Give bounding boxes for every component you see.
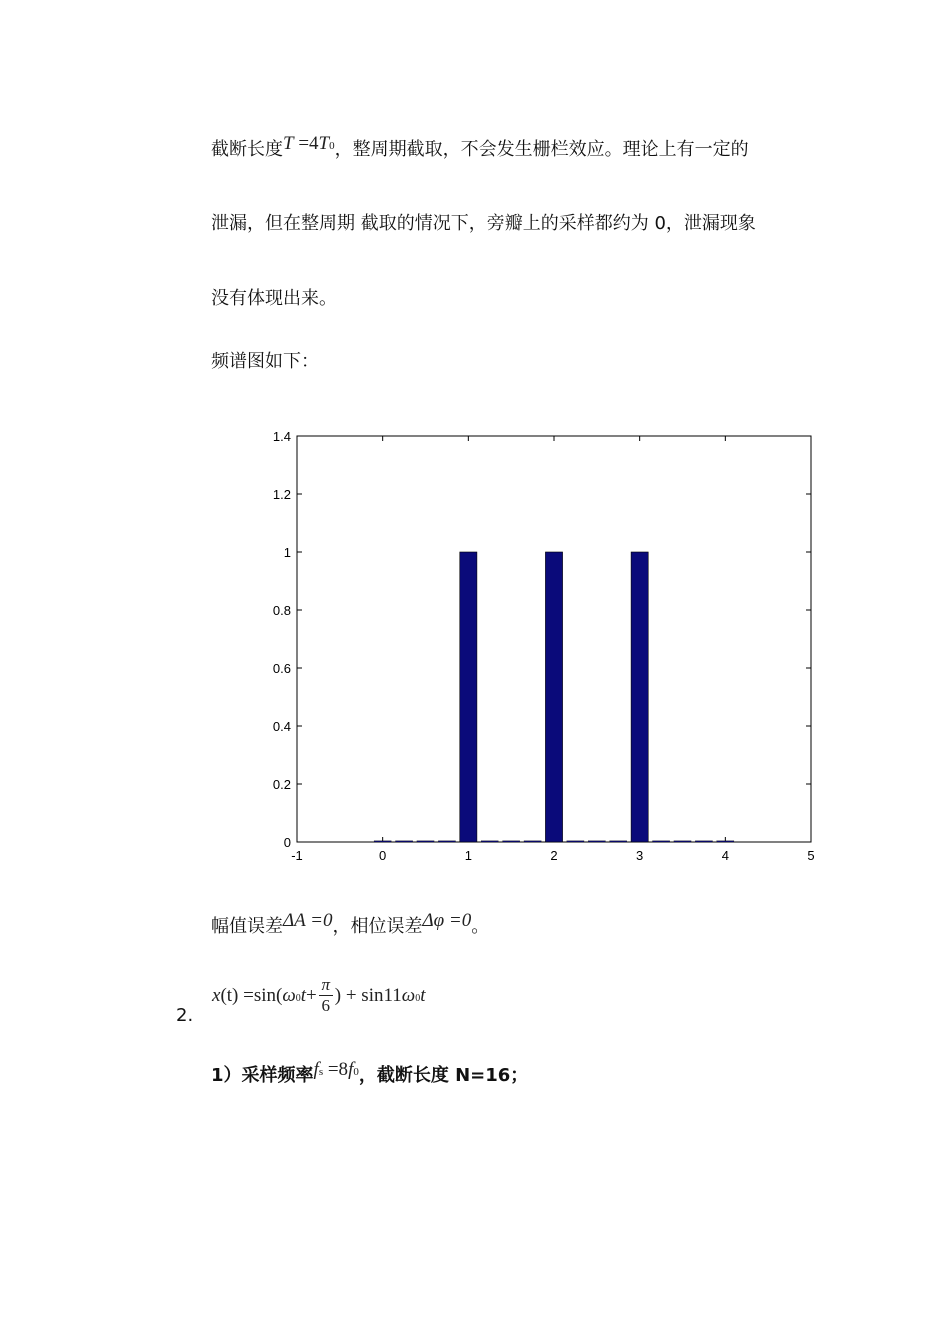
y-tick-label: 1.2	[272, 487, 291, 502]
y-tick-label: 1.4	[272, 429, 291, 444]
x-tick-label: 0	[379, 848, 387, 863]
chart-bars	[374, 552, 734, 842]
y-tick-label: 0.6	[272, 661, 291, 676]
bar-x-4	[717, 841, 734, 842]
bar-x-2.5	[588, 841, 605, 842]
chart-y-tick-labels	[273, 429, 291, 850]
bar-x-0.75	[438, 841, 455, 842]
y-tick-label: 0.8	[272, 603, 291, 618]
figure-caption: 频谱图如下：	[211, 351, 319, 372]
spectrum-bar-chart	[250, 420, 830, 870]
amplitude-error-label: 幅值误差	[211, 916, 283, 937]
bar-x-1	[460, 552, 477, 842]
bar-x-3.5	[674, 841, 691, 842]
bar-x-2.25	[567, 841, 584, 842]
x-tick-label: 5	[807, 848, 815, 863]
x-tick-label: 1	[464, 848, 472, 863]
y-tick-label: 0.2	[272, 777, 291, 792]
bar-x-2	[545, 552, 562, 842]
math-T-equals-4T0: T =4T0	[283, 133, 335, 154]
bar-x-1.25	[481, 841, 498, 842]
bar-x-3.25	[653, 841, 670, 842]
truncation-length-text: ，截断长度 N=16；	[358, 1065, 529, 1086]
sentence-end: 。	[471, 916, 490, 937]
item-number: 2.	[176, 1005, 194, 1026]
pi-over-six-fraction: $\frac{\pi}{6}$	[319, 975, 333, 1016]
step-1-line	[211, 1059, 529, 1090]
chart-x-tick-labels	[291, 848, 814, 863]
paragraph-line-2: 泄漏，但在整周期 截取的情况下，旁瓣上的采样都约为 0，泄漏现象	[211, 213, 756, 234]
bar-x-2.75	[610, 841, 627, 842]
x-tick-label: 2	[550, 848, 558, 863]
x-tick-label: 3	[636, 848, 644, 863]
bar-x-3	[631, 552, 648, 842]
phase-error-math: Δφ =0	[422, 910, 472, 931]
paragraph-line-1	[211, 133, 749, 164]
y-tick-label: 0	[283, 835, 291, 850]
sampling-frequency-math: fs =8f0	[313, 1059, 359, 1080]
signal-formula: x (t) =sin( ω 0 t + $\frac{\pi}{6}$ ) + sin11 ω 0 t	[212, 975, 426, 1015]
bar-x-1.5	[503, 841, 520, 842]
step-1-label: 1）采样频率	[211, 1065, 314, 1086]
paragraph-line-3: 没有体现出来。	[211, 288, 337, 309]
bar-x-0	[374, 841, 391, 842]
bar-x-0.5	[417, 841, 434, 842]
y-tick-label: 1	[283, 545, 291, 560]
bar-x-3.75	[695, 841, 712, 842]
text-segment: 截断长度	[211, 139, 283, 160]
x-tick-label: -1	[291, 848, 303, 863]
text-segment: ，整周期截取，不会发生栅栏效应。理论上有一定的	[334, 139, 749, 160]
bar-x-1.75	[524, 841, 541, 842]
bar-x-0.25	[396, 841, 413, 842]
y-tick-label: 0.4	[272, 719, 291, 734]
x-tick-label: 4	[721, 848, 729, 863]
phase-error-label: ，相位误差	[332, 916, 423, 937]
amplitude-error-math: ΔA =0	[283, 910, 333, 931]
error-line	[211, 910, 490, 939]
